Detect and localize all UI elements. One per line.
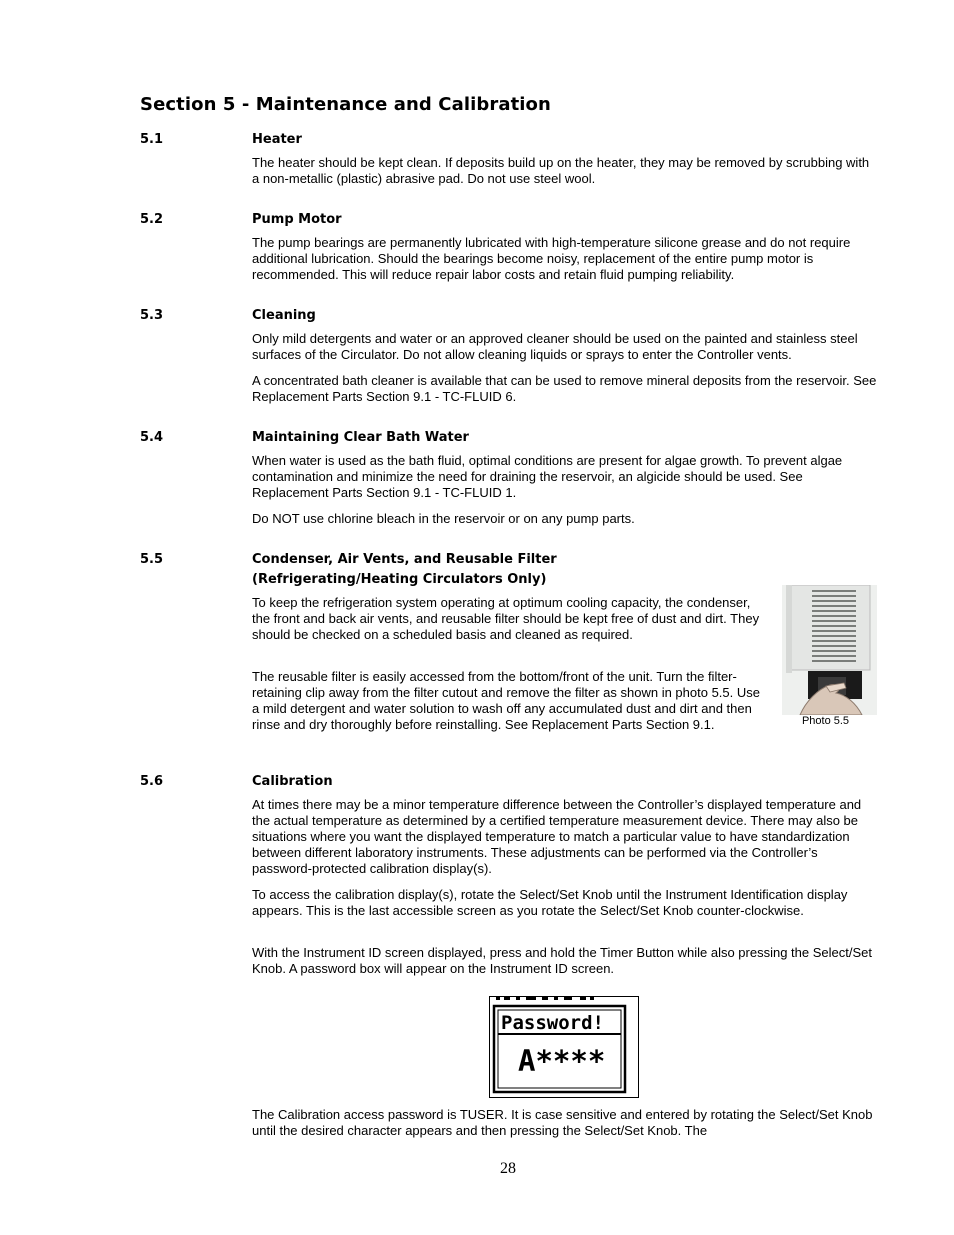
section-heading: Pump Motor (252, 212, 342, 227)
paragraph: The Calibration access password is TUSER. It is case sensitive and entered by rotating the Select/Set Knob until the desired character appears and then pressing the Select/Set Knob. The (252, 1107, 873, 1138)
paragraph: The reusable filter is easily accessed from the bottom/front of the unit. Turn the filter-retaining clip away from the filter cutout and remove the filter as shown in photo 5.5. Use a mild detergent and water solution to wash off any accumulated dust and dirt and then rinse and dry thoroughly before reinstalling. See Replacement Parts Section 9.1. (252, 669, 760, 732)
section-subheading: (Refrigerating/Heating Circulators Only) (252, 572, 547, 587)
paragraph: Only mild detergents and water or an approved cleaner should be used on the painted and stainless steel surfaces of the Circulator. Do not allow cleaning liquids or sprays to enter the Controller vents. (252, 331, 858, 362)
paragraph: To access the calibration display(s), rotate the Select/Set Knob until the Instrument Identification display appears. This is the last accessible screen as you rotate the Select/Set Knob counter-clockwise. (252, 887, 848, 918)
section-heading: Calibration (252, 774, 333, 789)
page-number: 28 (500, 1160, 516, 1177)
paragraph: A concentrated bath cleaner is available that can be used to remove mineral deposits from the reservoir. See Replacement Parts Section 9.1 - TC-FLUID 6. (252, 373, 877, 404)
section-heading: Heater (252, 132, 302, 147)
lcd-screen (490, 997, 638, 1097)
lcd-label: Password! (501, 1012, 604, 1034)
password-lcd-display (489, 996, 639, 1098)
section-number: 5.4 (140, 430, 164, 445)
page-title: Section 5 - Maintenance and Calibration (140, 94, 551, 115)
section-heading: Cleaning (252, 308, 316, 323)
paragraph: To keep the refrigeration system operating at optimum cooling capacity, the condenser, the front and back air vents, and reusable filter should be kept free of dust and dirt. They should be checked on a scheduled basis and cleaned as required. (252, 595, 760, 642)
section-number: 5.3 (140, 308, 164, 323)
paragraph: With the Instrument ID screen displayed, press and hold the Timer Button while also pressing the Select/Set Knob. A password box will appear on the Instrument ID screen. (252, 945, 872, 976)
filter-removal-illustration (782, 585, 877, 715)
section-number: 5.2 (140, 212, 164, 227)
filter-removal-photo (782, 585, 877, 715)
section-heading: Condenser, Air Vents, and Reusable Filter (252, 552, 557, 567)
photo-caption: Photo 5.5 (801, 715, 850, 727)
paragraph: Do NOT use chlorine bleach in the reservoir or on any pump parts. (252, 511, 635, 526)
paragraph: The pump bearings are permanently lubricated with high-temperature silicone grease and do not require additional lubrication. Should the bearings become noisy, replacement of the entire pump motor is recommended. This will reduce repair labor costs and retain fluid pumping reliability. (252, 235, 851, 282)
lcd-value: A**** (518, 1044, 606, 1078)
paragraph: At times there may be a minor temperature difference between the Controller’s displayed temperature and the actual temperature as determined by a certified temperature measurement device. There may also be situations where you want the displayed temperature to match a particular value to have standardization between different laboratory instruments. These adjustments can be performed via the Controller’s password-protected calibration display(s). (252, 797, 862, 876)
paragraph: When water is used as the bath fluid, optimal conditions are present for algae growth. To prevent algae contamination and minimize the need for draining the reservoir, an algicide should be used. See Replacement Parts Section 9.1 - TC-FLUID 1. (252, 453, 843, 500)
section-heading: Maintaining Clear Bath Water (252, 430, 469, 445)
paragraph: The heater should be kept clean. If deposits build up on the heater, they may be removed by scrubbing with a non-metallic (plastic) abrasive pad. Do not use steel wool. (252, 155, 870, 186)
section-number: 5.1 (140, 132, 164, 147)
section-number: 5.6 (140, 774, 164, 789)
section-number: 5.5 (140, 552, 164, 567)
